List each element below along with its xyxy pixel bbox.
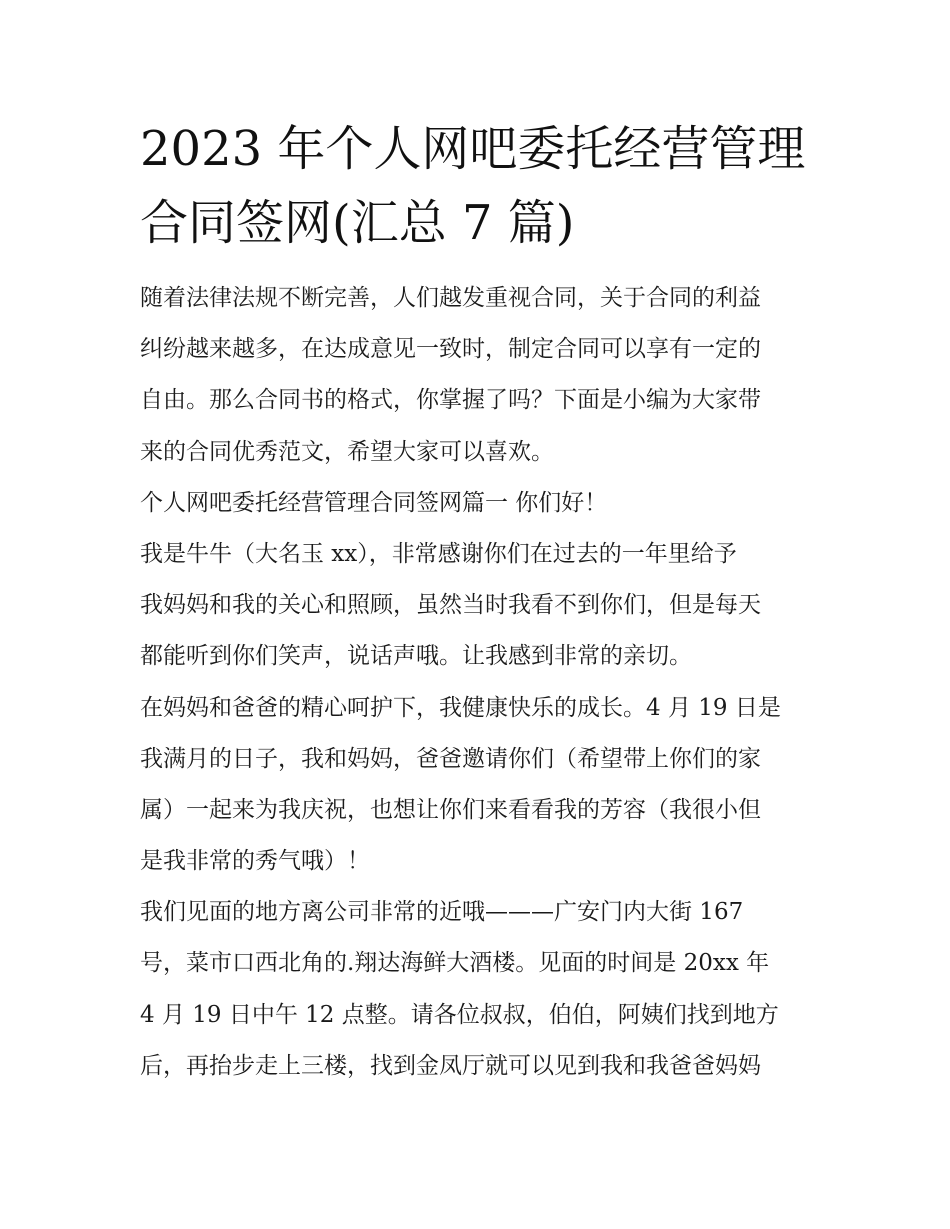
title-line-2: 合同签网(汇总 7 篇) — [140, 195, 575, 251]
document-title — [140, 112, 820, 260]
body-line: 我是牛牛（大名玉 xx），非常感谢你们在过去的一年里给予 — [140, 540, 737, 567]
body-line: 自由。那么合同书的格式，你掌握了吗？下面是小编为大家带 — [140, 387, 761, 414]
body-line: 号，菜市口西北角的.翔达海鲜大酒楼。见面的时间是 20xx 年 — [140, 950, 770, 977]
title-line-1: 2023 年个人网吧委托经营管理 — [140, 121, 806, 177]
section-heading-line: 个人网吧委托经营管理合同签网篇一 你们好！ — [140, 489, 608, 516]
body-line: 在妈妈和爸爸的精心呵护下，我健康快乐的成长。4 月 19 日是 — [140, 694, 781, 721]
body-line: 都能听到你们笑声，说话声哦。让我感到非常的亲切。 — [140, 643, 692, 670]
body-line: 后，再抬步走上三楼，找到金凤厅就可以见到我和我爸爸妈妈 — [140, 1052, 761, 1079]
body-line: 纠纷越来越多，在达成意见一致时，制定合同可以享有一定的 — [140, 336, 761, 363]
body-line: 来的合同优秀范文，希望大家可以喜欢。 — [140, 438, 554, 465]
body-line: 我们见面的地方离公司非常的近哦———广安门内大街 167 — [140, 899, 744, 926]
body-line: 我妈妈和我的关心和照顾，虽然当时我看不到你们，但是每天 — [140, 592, 761, 619]
body-line: 4 月 19 日中午 12 点整。请各位叔叔，伯伯，阿姨们找到地方 — [140, 1001, 779, 1028]
body-line: 我满月的日子，我和妈妈，爸爸邀请你们（希望带上你们的家 — [140, 745, 761, 772]
body-line: 是我非常的秀气哦）！ — [140, 848, 370, 875]
document-body — [140, 273, 820, 1092]
body-line: 随着法律法规不断完善，人们越发重视合同，关于合同的利益 — [140, 285, 761, 311]
body-line: 属）一起来为我庆祝，也想让你们来看看我的芳容（我很小但 — [140, 796, 761, 823]
